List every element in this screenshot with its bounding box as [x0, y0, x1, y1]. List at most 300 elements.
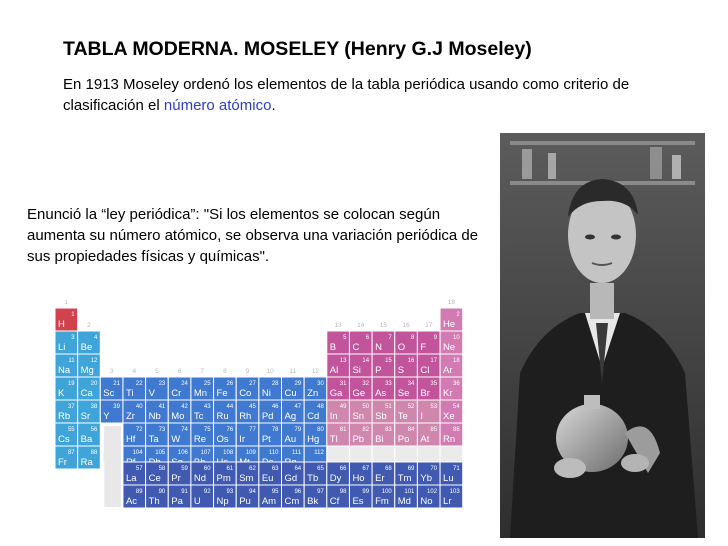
atomic-number: 86: [453, 427, 460, 433]
atomic-number: 30: [317, 381, 324, 387]
atomic-number: 15: [385, 358, 392, 364]
periodic-law-text: Enunció la “ley periódica”: "Si los elementos se colocan según aumenta su número atómico, se observa una variación periódica de sus propiedades físicas y químicas".: [27, 206, 479, 265]
element-symbol: Pt: [261, 434, 271, 445]
atomic-number: 33: [385, 381, 392, 387]
element-symbol: W: [171, 434, 181, 445]
element-symbol: Ta: [148, 434, 159, 445]
atomic-number: 38: [90, 404, 98, 410]
atomic-number: 60: [203, 466, 211, 472]
element-symbol: Sc: [103, 388, 115, 399]
element-symbol: S: [397, 365, 405, 376]
element-pb[interactable]: [349, 423, 372, 446]
element-symbol: Co: [239, 388, 252, 399]
element-symbol: Rb: [58, 411, 71, 422]
atomic-number: 51: [385, 404, 392, 410]
group-number: 8: [223, 368, 227, 375]
element-te[interactable]: [395, 400, 418, 423]
atomic-number: 23: [158, 381, 166, 387]
element-ac[interactable]: [123, 485, 146, 508]
element-ti[interactable]: [123, 377, 146, 400]
element-lr[interactable]: [440, 485, 463, 508]
element-mg[interactable]: [78, 354, 101, 377]
element-symbol: P: [375, 365, 382, 376]
element-cf[interactable]: [327, 485, 350, 508]
atomic-number: 83: [385, 427, 392, 433]
element-symbol: Cl: [420, 365, 430, 376]
element-symbol: Al: [329, 365, 339, 376]
atomic-number: 84: [407, 427, 415, 433]
element-symbol: In: [329, 411, 338, 422]
element-zr[interactable]: [123, 400, 146, 423]
element-k[interactable]: [55, 377, 78, 400]
element-symbol: I: [420, 411, 424, 422]
element-er[interactable]: [372, 462, 395, 485]
element-ga[interactable]: [327, 377, 350, 400]
atomic-number: 34: [407, 381, 415, 387]
element-v[interactable]: [146, 377, 169, 400]
element-hg[interactable]: [304, 423, 327, 446]
element-f[interactable]: [417, 331, 440, 354]
atomic-number: 46: [271, 404, 279, 410]
group-number: 2: [87, 322, 91, 329]
element-symbol: Be: [80, 342, 93, 353]
element-sn[interactable]: [349, 400, 372, 423]
atomic-number: 12: [90, 358, 98, 364]
element-symbol: Cs: [58, 434, 70, 445]
element-pt[interactable]: [259, 423, 282, 446]
element-se[interactable]: [395, 377, 418, 400]
element-ca[interactable]: [78, 377, 101, 400]
element-symbol: Mo: [171, 411, 185, 422]
element-symbol: Cd: [307, 411, 320, 422]
atomic-number: 69: [407, 466, 415, 472]
element-symbol: Li: [58, 342, 66, 353]
atomic-number: 73: [158, 427, 166, 433]
element-cs[interactable]: [55, 423, 78, 446]
element-s[interactable]: [395, 354, 418, 377]
atomic-number: 96: [294, 489, 302, 495]
element-al[interactable]: [327, 354, 350, 377]
element-rh[interactable]: [236, 400, 259, 423]
element-cl[interactable]: [417, 354, 440, 377]
element-symbol: Pu: [239, 496, 251, 507]
element-tl[interactable]: [327, 423, 350, 446]
element-symbol: F: [420, 342, 427, 353]
element-pd[interactable]: [259, 400, 282, 423]
group-number: 14: [357, 322, 365, 329]
atomic-number: 104: [132, 450, 143, 456]
element-symbol: Dy: [329, 473, 342, 484]
atomic-number: 40: [135, 404, 143, 410]
element-pu[interactable]: [236, 485, 259, 508]
atomic-number: 1: [71, 312, 75, 318]
element-symbol: N: [375, 342, 382, 353]
element-symbol: Am: [261, 496, 277, 507]
element-symbol: Lu: [443, 473, 454, 484]
atomic-number: 82: [362, 427, 370, 433]
element-fm[interactable]: [372, 485, 395, 508]
element-sr[interactable]: [78, 400, 101, 423]
element-symbol: At: [420, 434, 430, 445]
atomic-number: 68: [385, 466, 392, 472]
element-ne[interactable]: [440, 331, 463, 354]
group-number: 13: [334, 322, 342, 329]
atomic-number: 78: [271, 427, 279, 433]
f-block-placeholder: [104, 461, 121, 507]
element-symbol: Ti: [125, 388, 134, 399]
atomic-number: 39: [113, 404, 120, 410]
element-symbol: Fe: [216, 388, 228, 399]
element-symbol: Ra: [80, 457, 93, 468]
element-lu[interactable]: [440, 462, 463, 485]
atomic-number: 37: [67, 404, 75, 410]
atomic-number: 111: [292, 450, 302, 456]
atomic-number: 101: [404, 489, 415, 495]
element-md[interactable]: [395, 485, 418, 508]
element-symbol: Po: [397, 434, 410, 445]
element-symbol: Tm: [397, 473, 412, 484]
element-tm[interactable]: [395, 462, 418, 485]
element-symbol: As: [375, 388, 387, 399]
atomic-number: 107: [200, 450, 211, 456]
atomic-number: 106: [177, 450, 188, 456]
atomic-number: 102: [427, 489, 438, 495]
slide-title: TABLA MODERNA. MOSELEY (Henry G.J Moseley): [63, 38, 532, 60]
element-n[interactable]: [372, 331, 395, 354]
element-bi[interactable]: [372, 423, 395, 446]
element-symbol: Ho: [352, 473, 365, 484]
element-symbol: Fm: [375, 496, 389, 507]
atomic-number: 97: [317, 489, 324, 495]
element-ho[interactable]: [349, 462, 372, 485]
intro-paragraph: [63, 74, 643, 116]
element-symbol: Ca: [80, 388, 93, 399]
atomic-number: 98: [339, 489, 347, 495]
element-u[interactable]: [191, 485, 214, 508]
atomic-number: 88: [90, 450, 98, 456]
atomic-number: 109: [245, 450, 256, 456]
group-number: 17: [425, 322, 433, 329]
atomic-number: 4: [93, 335, 98, 341]
atomic-number: 72: [135, 427, 143, 433]
element-symbol: Tc: [193, 411, 204, 422]
element-symbol: Cr: [171, 388, 182, 399]
element-symbol: Sn: [352, 411, 365, 422]
element-symbol: Er: [375, 473, 385, 484]
group-number: 11: [289, 368, 297, 375]
element-symbol: Se: [397, 388, 410, 399]
atomic-number: 100: [381, 489, 392, 495]
element-as[interactable]: [372, 377, 395, 400]
element-eu[interactable]: [259, 462, 282, 485]
element-es[interactable]: [349, 485, 372, 508]
atomic-number: 74: [181, 427, 188, 433]
atomic-number: 8: [411, 335, 415, 341]
element-cd[interactable]: [304, 400, 327, 423]
element-symbol: Y: [103, 411, 110, 422]
group-number: 12: [311, 368, 320, 375]
atomic-number: 43: [203, 404, 211, 410]
atomic-number: 94: [249, 489, 256, 495]
element-si[interactable]: [349, 354, 372, 377]
element-symbol: Sb: [375, 411, 387, 422]
element-pr[interactable]: [168, 462, 191, 485]
element-ag[interactable]: [282, 400, 305, 423]
element-symbol: Fr: [58, 457, 67, 468]
element-be[interactable]: [78, 331, 101, 354]
element-symbol: Bk: [307, 496, 319, 507]
element-symbol: V: [148, 388, 155, 399]
group-number: 18: [447, 299, 455, 306]
atomic-number: 45: [249, 404, 256, 410]
group-number: 10: [266, 368, 274, 375]
element-hf[interactable]: [123, 423, 146, 446]
element-in[interactable]: [327, 400, 350, 423]
atomic-number: 108: [223, 450, 234, 456]
element-pa[interactable]: [168, 485, 191, 508]
group-number: 9: [245, 368, 250, 375]
element-symbol: Pa: [171, 496, 183, 507]
element-no[interactable]: [417, 485, 440, 508]
atomic-number: 71: [453, 466, 460, 472]
atomic-number: 32: [362, 381, 370, 387]
atomic-number: 5: [343, 335, 347, 341]
element-symbol: U: [193, 496, 201, 507]
element-symbol: Mg: [80, 365, 94, 376]
atomic-number: 89: [135, 489, 143, 495]
atomic-number: 90: [158, 489, 166, 495]
atomic-number: 57: [135, 466, 143, 472]
element-yb[interactable]: [417, 462, 440, 485]
element-sc[interactable]: [100, 377, 123, 400]
group-number: 1: [64, 299, 69, 306]
element-symbol: Kr: [443, 388, 453, 399]
element-zn[interactable]: [304, 377, 327, 400]
element-symbol: Bi: [375, 434, 384, 445]
element-ir[interactable]: [236, 423, 259, 446]
element-fe[interactable]: [214, 377, 237, 400]
element-symbol: Ga: [329, 388, 343, 399]
element-kr[interactable]: [440, 377, 463, 400]
element-symbol: Eu: [261, 473, 274, 484]
element-symbol: Tl: [329, 434, 338, 445]
element-pm[interactable]: [214, 462, 237, 485]
atomic-number: 70: [430, 466, 438, 472]
atomic-number-link[interactable]: número atómico: [163, 97, 272, 114]
element-nb[interactable]: [146, 400, 169, 423]
element-bk[interactable]: [304, 485, 327, 508]
element-symbol: Xe: [443, 411, 455, 422]
element-am[interactable]: [259, 485, 282, 508]
element-symbol: Na: [58, 365, 71, 376]
element-re[interactable]: [191, 423, 214, 446]
element-nd[interactable]: [191, 462, 214, 485]
element-ra[interactable]: [78, 446, 101, 469]
element-symbol: Ce: [148, 473, 161, 484]
atomic-number: 75: [203, 427, 211, 433]
atomic-number: 47: [294, 404, 302, 410]
element-rb[interactable]: [55, 400, 78, 423]
atomic-number: 99: [362, 489, 370, 495]
element-symbol: Gd: [284, 473, 298, 484]
group-number: 3: [109, 368, 114, 375]
atomic-number: 65: [317, 466, 324, 472]
atomic-number: 52: [407, 404, 415, 410]
element-symbol: Yb: [420, 473, 433, 484]
atomic-number: 77: [249, 427, 256, 433]
element-y[interactable]: [100, 400, 123, 423]
element-symbol: Md: [397, 496, 411, 507]
atomic-number: 29: [294, 381, 302, 387]
atomic-number: 14: [362, 358, 370, 364]
atomic-number: 85: [430, 427, 438, 433]
element-li[interactable]: [55, 331, 78, 354]
element-ni[interactable]: [259, 377, 282, 400]
atomic-number: 103: [449, 489, 460, 495]
element-ge[interactable]: [349, 377, 372, 400]
element-h[interactable]: [55, 308, 78, 331]
element-he[interactable]: [440, 308, 463, 331]
element-fr[interactable]: [55, 446, 78, 469]
atomic-number: 22: [135, 381, 143, 387]
element-sm[interactable]: [236, 462, 259, 485]
element-ce[interactable]: [146, 462, 169, 485]
element-w[interactable]: [168, 423, 191, 446]
moseley-portrait: [500, 133, 705, 538]
group-number: 16: [402, 322, 410, 329]
element-ru[interactable]: [214, 400, 237, 423]
element-symbol: Ru: [216, 411, 229, 422]
element-br[interactable]: [417, 377, 440, 400]
element-c[interactable]: [349, 331, 372, 354]
atomic-number: 44: [226, 404, 234, 410]
element-np[interactable]: [214, 485, 237, 508]
element-symbol: K: [58, 388, 65, 399]
element-po[interactable]: [395, 423, 418, 446]
element-symbol: Si: [352, 365, 361, 376]
element-symbol: Pb: [352, 434, 365, 445]
element-cr[interactable]: [168, 377, 191, 400]
element-symbol: Te: [397, 411, 408, 422]
atomic-number: 81: [339, 427, 347, 433]
element-tb[interactable]: [304, 462, 327, 485]
atomic-number: 18: [453, 358, 460, 364]
element-ar[interactable]: [440, 354, 463, 377]
element-symbol: Au: [284, 434, 297, 445]
atomic-number: 62: [249, 466, 256, 472]
atomic-number: 25: [203, 381, 211, 387]
atomic-number: 80: [317, 427, 324, 433]
atomic-number: 67: [362, 466, 370, 472]
element-symbol: Sm: [239, 473, 254, 484]
element-at[interactable]: [417, 423, 440, 446]
group-number: 15: [379, 322, 388, 329]
element-symbol: Ac: [125, 496, 138, 507]
element-symbol: Re: [193, 434, 207, 445]
element-xe[interactable]: [440, 400, 463, 423]
element-symbol: H: [58, 319, 65, 330]
element-os[interactable]: [214, 423, 237, 446]
element-symbol: Cu: [284, 388, 297, 399]
element-symbol: Th: [148, 496, 160, 507]
atomic-number: 64: [294, 466, 302, 472]
atomic-number: 21: [113, 381, 120, 387]
element-cm[interactable]: [282, 485, 305, 508]
element-sb[interactable]: [372, 400, 395, 423]
atomic-number: 59: [181, 466, 188, 472]
element-o[interactable]: [395, 331, 418, 354]
element-symbol: Lr: [443, 496, 452, 507]
element-symbol: Cm: [284, 496, 300, 507]
element-la[interactable]: [123, 462, 146, 485]
atomic-number: 19: [67, 381, 75, 387]
element-i[interactable]: [417, 400, 440, 423]
element-symbol: Zr: [125, 411, 135, 422]
atomic-number: 17: [430, 358, 438, 364]
element-symbol: Ni: [261, 388, 271, 399]
element-ba[interactable]: [78, 423, 101, 446]
atomic-number: 110: [268, 450, 279, 456]
atomic-number: 6: [365, 335, 370, 341]
atomic-number: 66: [339, 466, 347, 472]
element-mn[interactable]: [191, 377, 214, 400]
atomic-number: 9: [433, 335, 438, 341]
intro-end: .: [271, 97, 276, 114]
atomic-number: 87: [67, 450, 75, 456]
element-symbol: Mn: [193, 388, 208, 399]
element-symbol: B: [329, 342, 337, 353]
atomic-number: 26: [226, 381, 234, 387]
element-symbol: C: [352, 342, 360, 353]
element-th[interactable]: [146, 485, 169, 508]
atomic-number: 3: [71, 335, 75, 341]
atomic-number: 31: [339, 381, 347, 387]
atomic-number: 42: [181, 404, 188, 410]
element-rn[interactable]: [440, 423, 463, 446]
atomic-number: 50: [362, 404, 370, 410]
element-co[interactable]: [236, 377, 259, 400]
atomic-number: 2: [456, 312, 460, 318]
element-na[interactable]: [55, 354, 78, 377]
element-cu[interactable]: [282, 377, 305, 400]
element-p[interactable]: [372, 354, 395, 377]
atomic-number: 112: [314, 450, 324, 456]
element-b[interactable]: [327, 331, 350, 354]
element-symbol: Es: [352, 496, 364, 507]
f-block-connector: [103, 426, 121, 507]
element-mo[interactable]: [168, 400, 191, 423]
atomic-number: 91: [181, 489, 188, 495]
element-au[interactable]: [282, 423, 305, 446]
element-symbol: Hf: [125, 434, 136, 445]
element-symbol: Tb: [307, 473, 319, 484]
element-symbol: Nb: [148, 411, 161, 422]
atomic-number: 10: [453, 335, 460, 341]
element-symbol: Ba: [80, 434, 93, 445]
element-tc[interactable]: [191, 400, 214, 423]
element-gd[interactable]: [282, 462, 305, 485]
atomic-number: 13: [339, 358, 347, 364]
element-symbol: Ge: [352, 388, 366, 399]
group-number: 4: [132, 368, 137, 375]
element-ta[interactable]: [146, 423, 169, 446]
element-symbol: Ar: [443, 365, 453, 376]
atomic-number: 92: [203, 489, 211, 495]
atomic-number: 76: [226, 427, 234, 433]
element-dy[interactable]: [327, 462, 350, 485]
element-symbol: Pm: [216, 473, 231, 484]
atomic-number: 41: [158, 404, 166, 410]
